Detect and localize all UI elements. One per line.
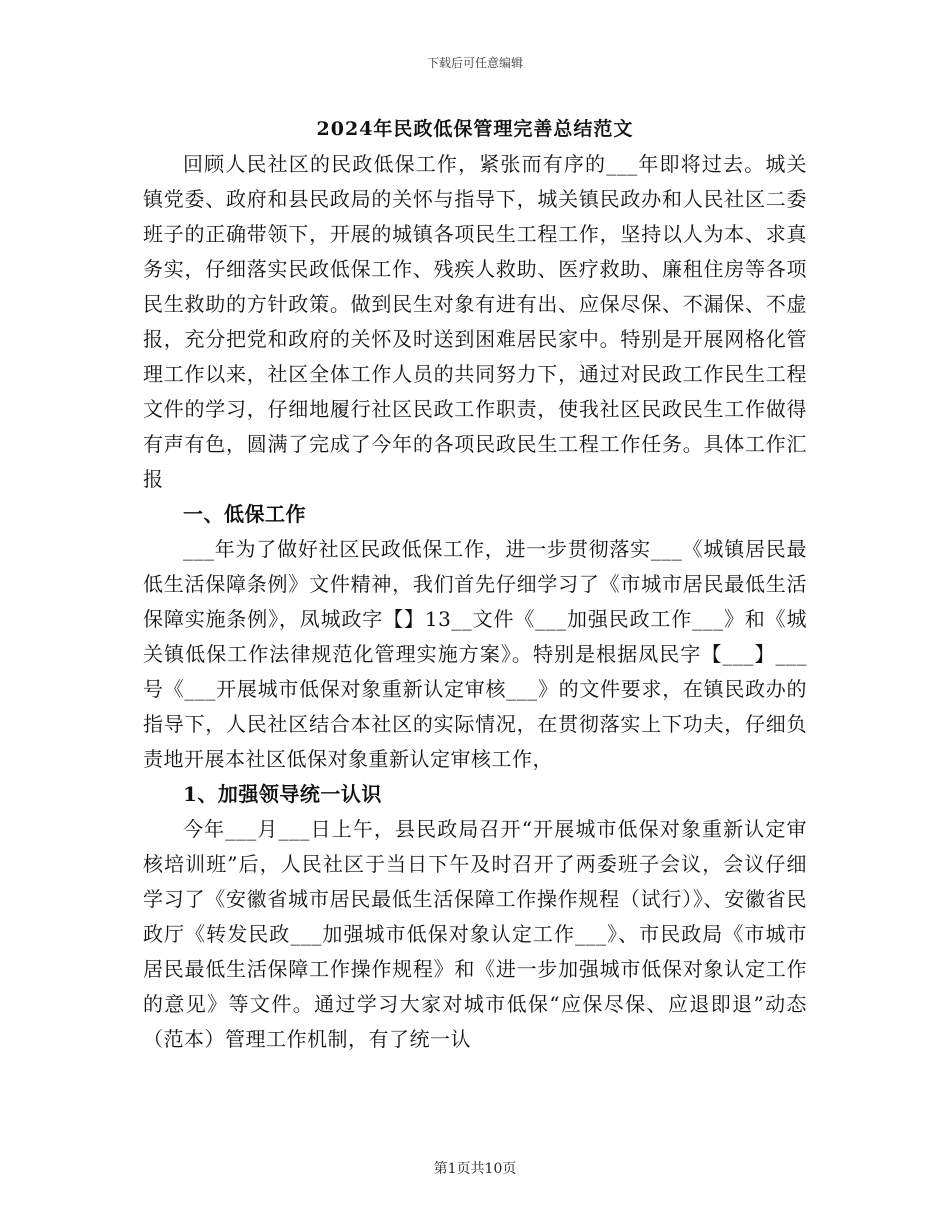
document-title: 2024年民政低保管理完善总结范文	[316, 118, 634, 140]
section-paragraph-low-income-work: ___年为了做好社区民政低保工作，进一步贯彻落实___《城镇居民最低生活保障条例》文件精神，我们首先仔细学习了《市城市居民最低生活保障实施条例》，凤城政字【】13__文件《___加强民政工作___》和《城关镇低保工作法律规范化管理实施方案》。特别是根据凤民字【___】___号《___开展城市低保对象重新认定审核___》的文件要求，在镇民政办的指导下，人民社区结合本社区的实际情况，在贯彻落实上下功夫，仔细负责地开展本社区低保对象重新认定审核工作，	[143, 537, 807, 771]
section-heading-low-income-work: 一、低保工作	[183, 502, 306, 526]
document-body	[143, 147, 807, 1057]
subsection-heading-leadership: 1、加强领导统一认识	[183, 782, 382, 806]
page-number: 第1页共10页	[433, 1161, 517, 1177]
intro-paragraph: 回顾人民社区的民政低保工作，紧张而有序的___年即将过去。城关镇党委、政府和县民政局的关怀与指导下，城关镇民政办和人民社区二委班子的正确带领下，开展的城镇各项民生工程工作，坚持以人为本、求真务实，仔细落实民政低保工作、残疾人救助、医疗救助、廉租住房等各项民生救助的方针政策。做到民生对象有进有出、应保尽保、不漏保、不虚报，充分把党和政府的关怀及时送到困难居民家中。特别是开展网格化管理工作以来，社区全体工作人员的共同努力下，通过对民政工作民生工程文件的学习，仔细地履行社区民政工作职责，使我社区民政民生工作做得有声有色，圆满了完成了今年的各项民政民生工程工作任务。具体工作汇报	[143, 152, 807, 491]
page-header-note: 下载后可任意编辑	[426, 56, 523, 70]
subsection-paragraph-leadership: 今年___月___日上午，县民政局召开“开展城市低保对象重新认定审核培训班”后，人民社区于当日下午及时召开了两委班子会议，会议仔细学习了《安徽省城市居民最低生活保障工作操作规程（试行）》、安徽省民政厅《转发民政___加强城市低保对象认定工作___》、市民政局《市城市居民最低生活保障工作操作规程》和《进一步加强城市低保对象认定工作的意见》等文件。通过学习大家对城市低保“应保尽保、应退即退”动态（范本）管理工作机制，有了统一认	[143, 817, 807, 1051]
